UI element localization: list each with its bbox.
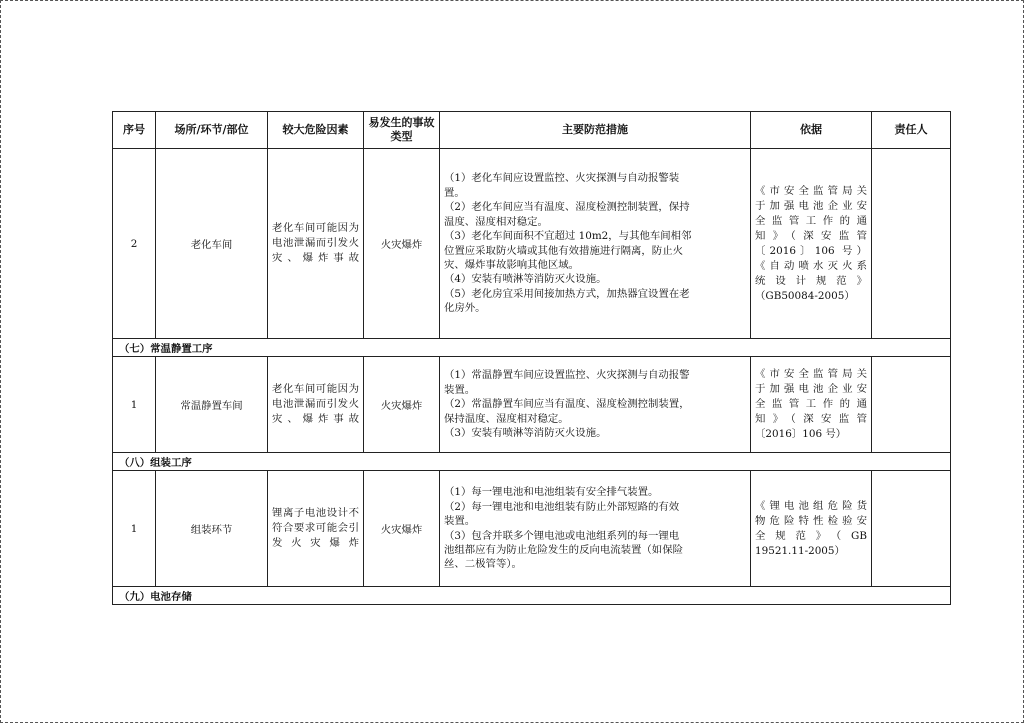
section-title: （七）常温静置工序	[113, 339, 951, 357]
measure-line: （3）包含并联多个锂电池或电池组系列的每一锂电	[444, 529, 680, 542]
measure-line: （1）每一锂电池和电池组装有安全排气装置。	[444, 486, 659, 499]
section-row	[113, 587, 951, 605]
basis-line: 知》（深安监管	[755, 413, 867, 425]
header-no: 序号	[113, 112, 156, 149]
row-hazard: 锂离子电池设计不符合要求可能会引发火灾爆炸	[268, 471, 364, 587]
measure-line: 装置。	[444, 515, 476, 528]
row-accident-type: 火灾爆炸	[364, 149, 440, 339]
row-no: 1	[113, 357, 156, 453]
measure-line: 保持温度、湿度相对稳定。	[444, 412, 569, 425]
section-row	[113, 453, 951, 471]
row-measures	[440, 471, 751, 587]
row-hazard: 老化车间可能因为电池泄漏而引发火灾、爆炸事故	[268, 149, 364, 339]
measure-line: 池组都应有为防止危险发生的反向电流装置（如保险	[444, 543, 683, 556]
header-accident-type: 易发生的事故类型	[364, 112, 440, 149]
measure-line: 装置。	[444, 383, 476, 396]
table-row	[113, 357, 951, 453]
table-row	[113, 471, 951, 587]
row-place: 组装环节	[156, 471, 268, 587]
row-person	[872, 357, 951, 453]
basis-line: （GB50084-2005）	[755, 289, 855, 302]
row-basis	[751, 471, 872, 587]
section-row	[113, 339, 951, 357]
row-person	[872, 149, 951, 339]
basis-line: 于加强电池企业安	[755, 383, 867, 395]
row-measures	[440, 149, 751, 339]
basis-line: 全监管工作的通	[755, 214, 867, 227]
row-no: 1	[113, 471, 156, 587]
section-title: （八）组装工序	[113, 453, 951, 471]
row-basis	[751, 357, 872, 453]
basis-line: 《自动喷水灭火系	[755, 259, 867, 272]
basis-line: 《市安全监管局关	[755, 184, 867, 197]
basis-line: 物危险特性检验安	[755, 514, 867, 527]
header-basis: 依据	[751, 112, 872, 149]
basis-line: 于加强电池企业安	[755, 199, 867, 212]
basis-line: 知》（深安监管	[755, 229, 867, 242]
measure-line: （3）老化车间面积不宜超过 10m2，与其他车间相邻	[444, 230, 692, 243]
table-row	[113, 149, 951, 339]
basis-line: 《市安全监管局关	[755, 368, 867, 380]
row-place: 老化车间	[156, 149, 268, 339]
header-row	[113, 112, 951, 149]
header-person: 责任人	[872, 112, 951, 149]
row-accident-type: 火灾爆炸	[364, 357, 440, 453]
basis-line: 全监管工作的通	[755, 398, 867, 410]
measure-line: （2）老化车间应当有温度、湿度检测控制装置，保持	[444, 201, 690, 214]
basis-line: 全规范》（GB	[755, 529, 867, 542]
row-place: 常温静置车间	[156, 357, 268, 453]
measure-line: 位置应采取防火墙或其他有效措施进行隔离，防止火	[444, 244, 683, 257]
measure-line: （3）安装有喷淋等消防灭火设施。	[444, 427, 607, 440]
row-no: 2	[113, 149, 156, 339]
measure-line: 置。	[444, 186, 465, 199]
measure-line: （1）老化车间应设置监控、火灾探测与自动报警装	[444, 172, 680, 185]
basis-line: 〔2016〕106 号）	[755, 244, 867, 257]
measure-line: （2）每一锂电池和电池组装有防止外部短路的有效	[444, 500, 680, 513]
row-accident-type: 火灾爆炸	[364, 471, 440, 587]
basis-line: 《锂电池组危险货	[755, 499, 867, 512]
basis-line: 〔2016〕106 号）	[755, 428, 847, 440]
measure-line: （5）老化房宜采用间接加热方式，加热器宜设置在老	[444, 287, 690, 300]
row-hazard: 老化车间可能因为电池泄漏而引发火灾、爆炸事故	[268, 357, 364, 453]
basis-line: 统设计规范》	[755, 274, 867, 287]
section-title: （九）电池存储	[113, 587, 951, 605]
header-hazard: 较大危险因素	[268, 112, 364, 149]
measure-line: 灾、爆炸事故影响其他区域。	[444, 258, 580, 271]
measure-line: 化房外。	[444, 302, 486, 315]
measure-line: （4）安装有喷淋等消防灭火设施。	[444, 273, 607, 286]
measure-line: 温度、湿度相对稳定。	[444, 215, 548, 228]
measure-line: （1）常温静置车间应设置监控、火灾探测与自动报警	[444, 369, 690, 382]
row-basis	[751, 149, 872, 339]
risk-table	[112, 111, 951, 605]
measure-line: 丝、二极管等）。	[444, 558, 522, 571]
row-measures	[440, 357, 751, 453]
basis-line: 19521.11-2005）	[755, 544, 845, 557]
measure-line: （2）常温静置车间应当有温度、湿度检测控制装置，	[444, 398, 690, 411]
row-person	[872, 471, 951, 587]
header-place: 场所/环节/部位	[156, 112, 268, 149]
header-measures: 主要防范措施	[440, 112, 751, 149]
